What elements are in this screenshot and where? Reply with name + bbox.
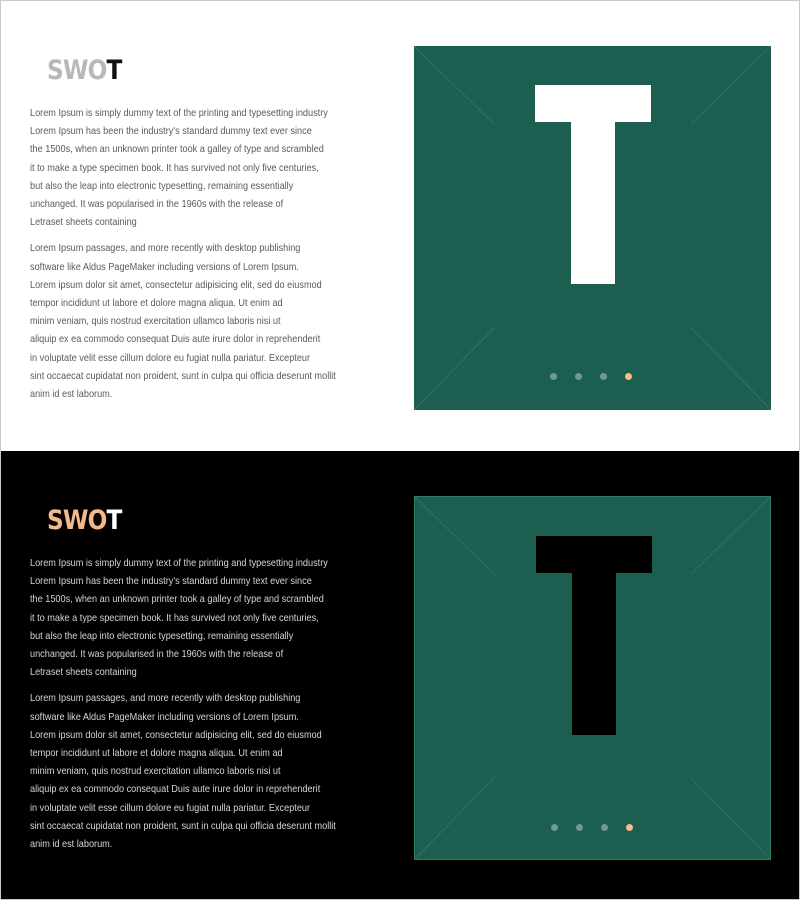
paragraph-line: it to make a type specimen book. It has survived not only five centuries,	[30, 612, 319, 624]
dot-icon[interactable]	[575, 373, 582, 380]
paragraph-line: but also the leap into electronic typesetting, remaining essentially	[30, 630, 294, 642]
paragraph-line: Lorem Ipsum is simply dummy text of the printing and typesetting industry	[30, 108, 328, 119]
paragraph-line: unchanged. It was popularised in the 1960s with the release of	[30, 649, 284, 661]
light-panel	[1, 1, 799, 451]
paragraph-line: Letraset sheets containing	[30, 217, 137, 229]
paragraph-line: software like Aldus PageMaker including versions of Lorem Ipsum.	[30, 261, 299, 273]
dot-icon[interactable]	[626, 824, 633, 831]
paragraph-line: the 1500s, when an unknown printer took a galley of type and scrambled	[30, 594, 324, 606]
letter-t-bar	[535, 85, 651, 122]
paragraph-line: Lorem Ipsum passages, and more recently with desktop publishing	[30, 243, 301, 255]
dot-icon[interactable]	[601, 824, 608, 831]
paragraph-line: sint occaecat cupidatat non proident, sunt in culpa qui officia deserunt mollit	[30, 370, 336, 382]
title-last-letter: T	[106, 55, 122, 86]
panel-title	[47, 506, 121, 536]
paragraph-line: Lorem ipsum dolor sit amet, consectetur adipisicing elit, sed do eiusmod	[30, 279, 322, 291]
paragraph-line: tempor incididunt ut labore et dolore magna aliqua. Ut enim ad	[30, 298, 283, 310]
title-prefix: SWO	[47, 505, 107, 536]
letter-t-stem	[572, 573, 616, 735]
letter-t-stem	[571, 122, 615, 284]
paragraph-line: minim veniam, quis nostrud exercitation ullamco laboris nisi ut	[30, 316, 281, 328]
letter-card	[414, 496, 771, 860]
big-letter-t	[536, 536, 652, 736]
big-letter-t	[535, 85, 651, 285]
paragraph-line: in voluptate velit esse cillum dolore eu fugiat nulla pariatur. Excepteur	[30, 802, 311, 814]
dark-panel	[1, 451, 799, 899]
paragraph-line: the 1500s, when an unknown printer took a galley of type and scrambled	[30, 144, 324, 156]
paragraph-line: Lorem Ipsum has been the industry's standard dummy text ever since	[30, 126, 312, 138]
paragraph-line: but also the leap into electronic typesetting, remaining essentially	[30, 180, 294, 192]
paragraph-1	[30, 555, 375, 682]
paragraph-line: anim id est laborum.	[30, 839, 113, 851]
title-prefix: SWO	[47, 55, 107, 86]
paragraph-line: aliquip ex ea commodo consequat Duis aute irure dolor in reprehenderit	[30, 334, 321, 346]
dot-icon[interactable]	[576, 824, 583, 831]
paragraph-line: sint occaecat cupidatat non proident, sunt in culpa qui officia deserunt mollit	[30, 820, 336, 832]
title-last-letter: T	[106, 505, 122, 536]
panel-title	[47, 56, 121, 86]
paragraph-line: aliquip ex ea commodo consequat Duis aute irure dolor in reprehenderit	[30, 784, 321, 796]
paragraph-1	[30, 105, 375, 232]
paragraph-line: Lorem Ipsum has been the industry's standard dummy text ever since	[30, 576, 312, 588]
body-text	[30, 555, 375, 862]
paragraph-2	[30, 240, 375, 404]
letter-t-bar	[536, 536, 652, 573]
body-text	[30, 105, 375, 412]
paragraph-line: anim id est laborum.	[30, 389, 113, 401]
dot-icon[interactable]	[600, 373, 607, 380]
paragraph-line: unchanged. It was popularised in the 1960s with the release of	[30, 199, 284, 211]
letter-card	[414, 46, 771, 410]
paragraph-line: software like Aldus PageMaker including versions of Lorem Ipsum.	[30, 711, 299, 723]
dot-icon[interactable]	[551, 824, 558, 831]
paragraph-line: Lorem ipsum dolor sit amet, consectetur adipisicing elit, sed do eiusmod	[30, 729, 322, 741]
paragraph-2	[30, 690, 375, 854]
paragraph-line: in voluptate velit esse cillum dolore eu fugiat nulla pariatur. Excepteur	[30, 352, 311, 364]
dot-icon[interactable]	[550, 373, 557, 380]
paragraph-line: it to make a type specimen book. It has survived not only five centuries,	[30, 162, 319, 174]
paragraph-line: Lorem Ipsum is simply dummy text of the printing and typesetting industry	[30, 558, 328, 569]
paragraph-line: minim veniam, quis nostrud exercitation ullamco laboris nisi ut	[30, 766, 281, 778]
paragraph-line: Letraset sheets containing	[30, 667, 137, 679]
paragraph-line: Lorem Ipsum passages, and more recently with desktop publishing	[30, 693, 301, 705]
paragraph-line: tempor incididunt ut labore et dolore magna aliqua. Ut enim ad	[30, 748, 283, 760]
dot-icon[interactable]	[625, 373, 632, 380]
